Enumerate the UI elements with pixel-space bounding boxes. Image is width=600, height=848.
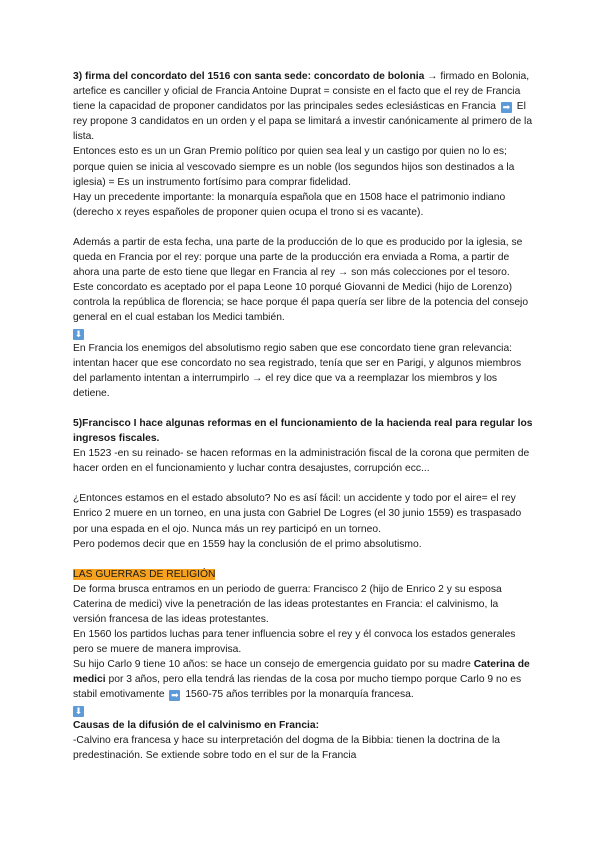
bold-name: Caterina de medici: [73, 659, 530, 686]
paragraph: En 1523 -en su reinado- se hacen reformas en la administración fiscal de la corona que permiten de hacer orden en el funcionamiento y luchar contra desajustes, corrupción ecc...: [73, 448, 530, 475]
document-body: [73, 69, 533, 763]
right-arrow-icon: ➡: [171, 690, 179, 701]
down-arrow-icon: ⬇: [74, 705, 83, 716]
right-arrow-icon: ➡: [502, 102, 511, 113]
paragraph: -Calvino era francesa y hace su interpretación del dogma de la Bibbia: tienen la doctrina de la predestinación. Se extiende sobre todo en el sur de la Francia: [73, 734, 501, 761]
paragraph: ¿Entonces estamos en el estado absoluto? No es así fácil: un accidente y todo por el aire= el rey Enrico 2 muere en un torneo, en una justa con Gabriel De Logres (el 30 junio 1559) es traspasado por una espada en el ojo. Nunca más un rey participó en un torneo.: [73, 493, 522, 535]
paragraph: Este concordato es aceptado por el papa Leone 10 porqué Giovanni de Medici (hijo de Lorenzo) controla la república de florencia; se hace porque él papa quería ser libre de la potencia del consejo general en el cual estaban los Medici también.: [73, 282, 529, 324]
paragraph: Pero podemos decir que en 1559 hay la conclusión de el primo absolutismo.: [73, 538, 422, 550]
paragraph-concordato: 3) firma del concordato del 1516 con santa sede: concordato de bolonia → firmado en Bolonia, artefice es canciller y oficial de Francia Antoine Duprat = consiste en el facto que el rey de Francia tiene la capacidad de proponer candidatos por las principales sedes eclesiásticas en Francia ➡ El rey propone 3 candidatos en un orden y el papa se limitará a investir canónicamente al primero de la lista.: [73, 71, 533, 143]
paragraph: Hay un precedente importante: la monarquía española que en 1508 hace el patrimonio indiano (derecho x reyes españoles de proponer quien ocupa el trono si es vacante).: [73, 191, 506, 218]
paragraph: En 1560 los partidos luchas para tener influencia sobre el rey y él convoca los estados generales pero se muere de manera improvisa.: [73, 629, 516, 656]
section-title-hacienda: 5)Francisco I hace algunas reformas en el funcionamiento de la hacienda real para regular los ingresos fiscales.: [73, 417, 533, 445]
paragraph: Además a partir de esta fecha, una parte de la producción de lo que es producido por la iglesia, se queda en Francia por el rey: porque una parte de la producción era enviada a Roma, a partir de ahora una parte de esto tiene que llegar en Francia al rey → son más colecciones por el tesoro.: [73, 236, 523, 279]
paragraph: En Francia los enemigos del absolutismo regio saben que ese concordato tiene gran relevancia: intentan hacer que ese concordato no sea registrado, tenía que ser en Parigi, y algunos miembros del parlamento intentan a interrumpirlo → el rey dice que va a reemplazar los miembros y los detiene.: [73, 342, 522, 399]
section-title-concordato: 3) firma del concordato del 1516 con santa sede: concordato de bolonia: [73, 71, 425, 82]
paragraph: De forma brusca entramos en un periodo de guerra: Francisco 2 (hijo de Enrico 2 y su esposa Caterina de medici) vive la penetración de las ideas protestantes en Francia: el calvinismo, la versión francesa de las ideas protestantes.: [73, 583, 502, 625]
causas-title: Causas de la difusión de el calvinismo en Francia:: [73, 719, 320, 731]
down-arrow-icon: ⬇: [74, 328, 83, 339]
paragraph: Entonces esto es un un Gran Premio político por quien sea leal y un castigo por quien no lo es; porque quien se inicia al vescovado siempre es un noble (los segundos hijos son destinados a la iglesia) = Es un instrumento fortísimo para comprar fidelidad.: [73, 146, 515, 188]
paragraph-carlo: Su hijo Carlo 9 tiene 10 años: se hace un consejo de emergencia guidato por su madre Caterina de medici por 3 años, pero ella tendrá las riendas de la cosa por mucho tiempo porque Carlo 9 no es stabil emotivamente ➡ 1560-75 años terribles por la monarquía francesa.: [73, 659, 530, 701]
section-heading-guerras: LAS GUERRAS DE RELIGIÓN: [73, 568, 216, 580]
